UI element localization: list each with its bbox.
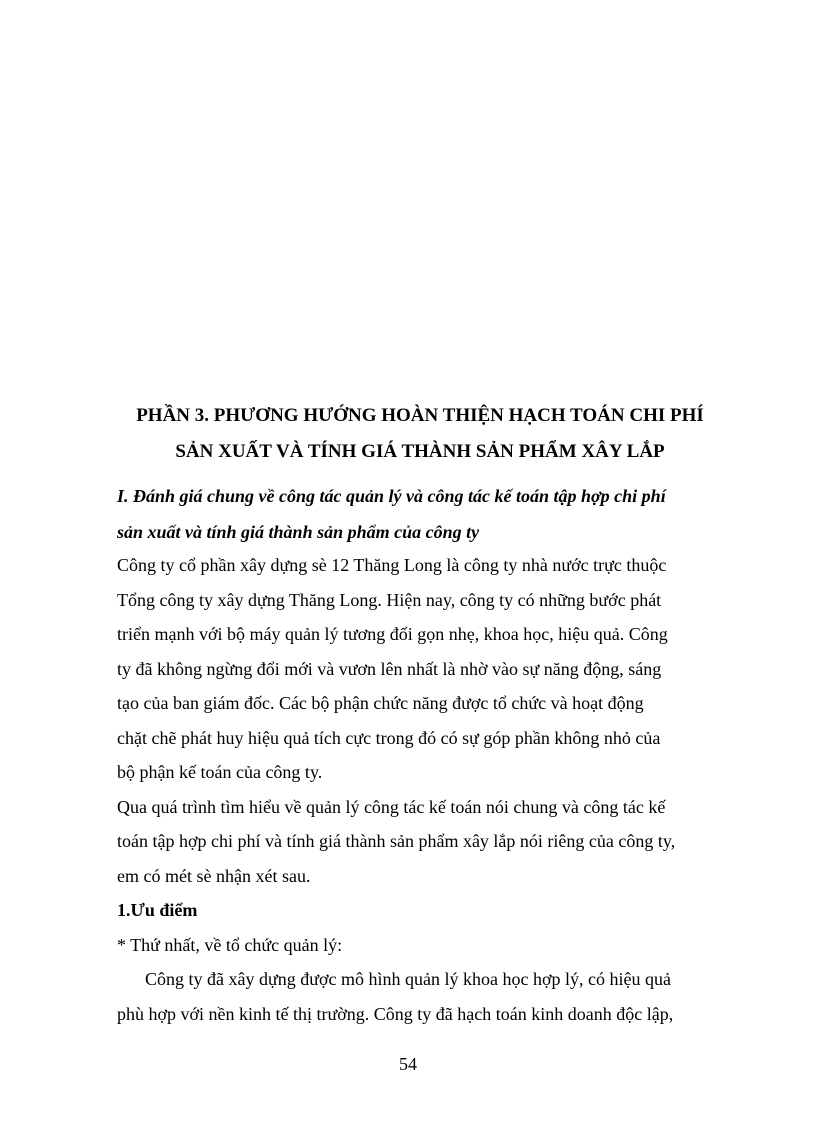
paragraph-line: Tổng công ty xây dựng Thăng Long. Hiện nay, công ty có những bước phát [117,589,662,610]
paragraph-1 [117,548,717,790]
section-heading [117,478,717,550]
page-number: 54 [399,1054,417,1074]
paragraph-line: bộ phận kế toán của công ty. [117,762,323,782]
paragraph-line: Qua quá trình tìm hiểu về quản lý công tác kế toán nói chung và công tác kế [117,796,666,817]
paragraph-line: chặt chẽ phát huy hiệu quả tích cực trong đó có sự góp phần không nhỏ của [117,727,661,748]
body-text [117,548,717,1031]
section-heading-line-1: I. Đánh giá chung về công tác quản lý và công tác kế toán tập hợp chi phí [117,486,666,506]
bullet-text: * Thứ nhất, về tổ chức quản lý: [117,934,343,955]
subheading-text: 1.Ưu điểm [117,900,198,920]
paragraph-line: Công ty đã xây dựng được mô hình quản lý khoa học hợp lý, có hiệu quả [145,969,671,989]
paragraph-line: triển mạnh với bộ máy quản lý tương đối gọn nhẹ, khoa học, hiệu quả. Công [117,624,668,644]
paragraph-3 [117,962,717,1031]
part-title [110,398,730,470]
bullet-item [117,928,717,963]
paragraph-line: tạo của ban giám đốc. Các bộ phận chức năng được tổ chức và hoạt động [117,693,644,713]
paragraph-line: phù hợp với nền kinh tế thị trường. Công ty đã hạch toán kinh doanh độc lập, [117,1003,674,1024]
section-heading-line-2: sản xuất và tính giá thành sản phẩm của công ty [117,522,480,542]
paragraph-line: em có mét sè nhận xét sau. [117,865,311,886]
paragraph-line: ty đã không ngừng đổi mới và vươn lên nhất là nhờ vào sự năng động, sáng [117,658,662,679]
paragraph-2 [117,790,717,894]
paragraph-line: Công ty cổ phần xây dựng sè 12 Thăng Long là công ty nhà nước trực thuộc [117,555,667,575]
part-title-line-2: SẢN XUẤT VÀ TÍNH GIÁ THÀNH SẢN PHẨM XÂY LẮP [175,441,665,462]
part-title-line-1: PHẦN 3. PHƯƠNG HƯỚNG HOÀN THIỆN HẠCH TOÁN CHI PHÍ [136,405,704,426]
paragraph-line: toán tập hợp chi phí và tính giá thành sản phẩm xây lắp nói riêng của công ty, [117,831,676,851]
subheading-advantages [117,893,717,928]
